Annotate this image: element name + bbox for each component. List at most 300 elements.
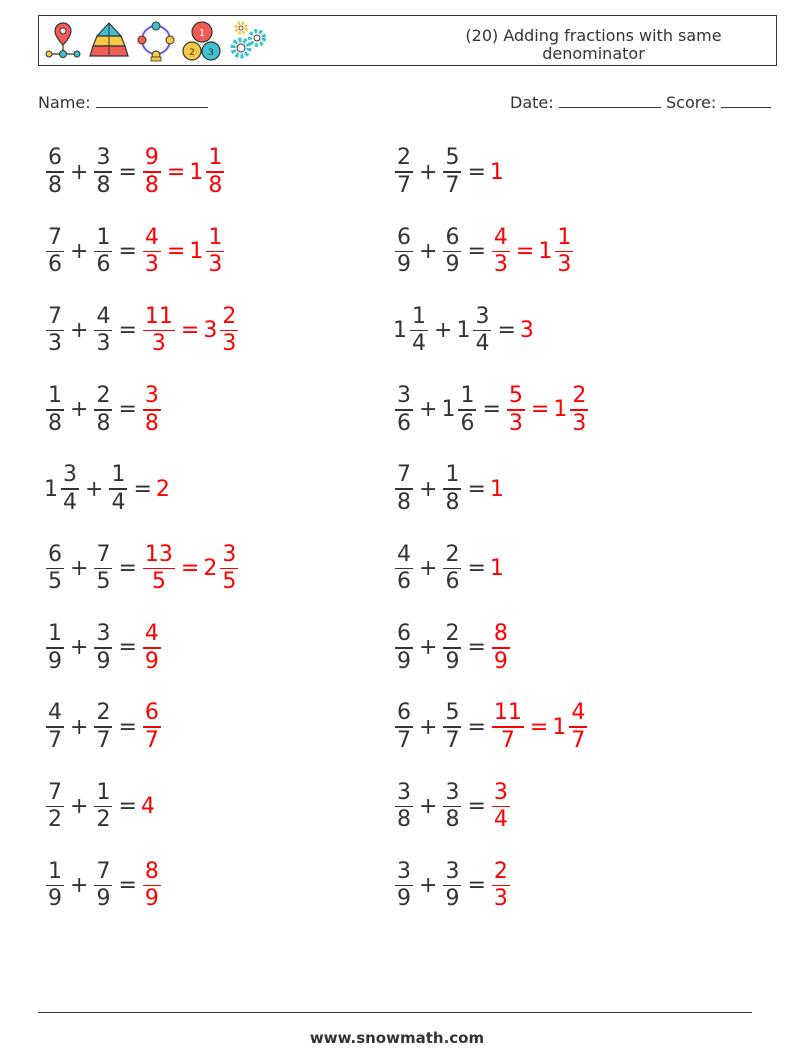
fraction	[46, 700, 64, 754]
problem-item	[44, 220, 226, 282]
denominator: 8	[397, 807, 411, 833]
fraction	[94, 145, 112, 199]
numerator: 1	[48, 621, 62, 646]
equals-sign: =	[118, 714, 137, 740]
numerator: 1	[48, 383, 62, 409]
equals-sign: =	[467, 476, 486, 502]
equals-sign: =	[467, 635, 486, 661]
answer	[490, 225, 575, 279]
fraction	[443, 780, 461, 834]
answer	[505, 383, 590, 437]
problem-item	[393, 220, 575, 282]
fraction	[410, 304, 428, 358]
problem-item	[44, 379, 163, 441]
fraction	[94, 621, 112, 675]
denominator: 4	[111, 489, 126, 515]
header-icons	[43, 20, 273, 62]
equals-sign: =	[133, 476, 152, 502]
fraction	[143, 859, 161, 913]
denominator: 5	[96, 569, 111, 595]
numerator: 7	[96, 541, 111, 567]
numerator: 1	[557, 224, 572, 250]
numerator: 2	[96, 383, 111, 409]
number-balls-icon	[181, 20, 223, 62]
numerator: 1	[111, 462, 126, 488]
numerator: 1	[445, 462, 460, 488]
date-blank[interactable]	[559, 93, 661, 108]
cycle-icon	[135, 20, 177, 62]
problem-item	[44, 141, 226, 203]
whole-number: 2	[203, 556, 218, 581]
denominator: 3	[48, 331, 62, 357]
fraction	[46, 859, 64, 913]
fraction	[473, 304, 491, 358]
numerator: 6	[445, 224, 460, 250]
numerator: 8	[144, 858, 159, 884]
fraction	[492, 859, 510, 913]
fraction	[555, 225, 573, 279]
plus-sign: +	[70, 318, 89, 344]
equals-sign: =	[467, 793, 486, 819]
denominator: 3	[508, 410, 523, 436]
fraction	[206, 225, 224, 279]
answer-equals-sign: =	[166, 159, 186, 185]
fraction	[94, 304, 112, 358]
numerator: 3	[63, 462, 77, 488]
whole-number: 4	[140, 793, 155, 819]
equals-sign: =	[118, 397, 137, 423]
denominator: 7	[500, 727, 515, 753]
answer-equals-sign: =	[515, 238, 535, 264]
plus-sign: +	[70, 873, 89, 899]
denominator: 2	[96, 807, 111, 833]
footer-divider	[38, 1012, 752, 1013]
whole-number: 1	[489, 159, 504, 185]
numerator: 3	[475, 303, 490, 329]
answer	[141, 700, 163, 754]
problem-item	[393, 141, 505, 203]
problem-item	[393, 617, 512, 679]
equals-sign: =	[497, 318, 516, 344]
fraction	[395, 225, 413, 279]
problem-item	[44, 458, 171, 520]
answer	[141, 621, 163, 675]
whole-number: 2	[155, 476, 170, 502]
whole-number: 3	[519, 318, 534, 344]
denominator: 2	[48, 807, 62, 833]
answer	[490, 160, 505, 185]
fraction	[443, 542, 461, 596]
denominator: 8	[208, 172, 223, 198]
denominator: 3	[557, 252, 572, 278]
problem-item	[44, 775, 156, 837]
numerator: 3	[96, 621, 111, 646]
title-line-1: (20) Adding fractions with same	[465, 26, 722, 45]
whole-number: 1	[189, 159, 204, 185]
fraction	[443, 225, 461, 279]
equals-sign: =	[118, 556, 137, 581]
equals-sign: =	[467, 556, 486, 581]
name-blank[interactable]	[96, 93, 208, 108]
numerator: 5	[445, 700, 460, 726]
numerator: 2	[96, 700, 111, 726]
numerator: 3	[222, 541, 237, 567]
fraction	[443, 700, 461, 754]
answer-equals-sign: =	[166, 238, 186, 264]
denominator: 3	[493, 886, 508, 912]
fraction	[443, 859, 461, 913]
fraction	[395, 145, 413, 199]
plus-sign: +	[85, 476, 104, 502]
numerator: 4	[493, 224, 508, 250]
numerator: 6	[48, 541, 62, 567]
numerator: 1	[208, 145, 223, 171]
denominator: 9	[96, 886, 111, 912]
numerator: 3	[445, 858, 460, 884]
equals-sign: =	[467, 873, 486, 899]
equals-sign: =	[118, 793, 137, 819]
equals-sign: =	[482, 397, 501, 423]
denominator: 6	[445, 569, 460, 595]
equals-sign: =	[118, 318, 137, 344]
answer	[490, 700, 589, 754]
fraction	[143, 145, 161, 199]
plus-sign: +	[419, 397, 438, 423]
fraction	[143, 700, 161, 754]
answer	[156, 477, 171, 502]
denominator: 6	[96, 252, 111, 278]
denominator: 7	[445, 172, 460, 198]
denominator: 8	[445, 489, 460, 515]
answer	[141, 225, 226, 279]
problem-item	[44, 538, 240, 600]
numerator: 8	[493, 621, 508, 646]
denominator: 9	[445, 886, 460, 912]
equals-sign: =	[467, 714, 486, 740]
answer-equals-sign: =	[180, 318, 200, 344]
fraction	[109, 462, 127, 516]
denominator: 8	[48, 172, 62, 198]
answer	[141, 304, 240, 358]
numerator: 2	[445, 621, 460, 646]
fraction	[46, 225, 64, 279]
denominator: 5	[151, 569, 166, 595]
whole-number: 1	[393, 318, 407, 344]
answer	[141, 383, 163, 437]
fraction	[458, 383, 476, 437]
answer	[141, 542, 240, 596]
problem-item	[44, 696, 163, 758]
score-field	[666, 93, 771, 112]
numerator: 4	[144, 224, 159, 250]
fraction	[94, 700, 112, 754]
answer	[141, 794, 156, 819]
numerator: 1	[460, 383, 475, 409]
denominator: 7	[397, 727, 411, 753]
answer	[490, 477, 505, 502]
numerator: 11	[144, 303, 173, 329]
plus-sign: +	[419, 476, 438, 502]
fraction	[220, 304, 238, 358]
denominator: 9	[445, 648, 460, 674]
answer	[141, 145, 226, 199]
fraction	[46, 383, 64, 437]
denominator: 5	[222, 569, 237, 595]
numerator: 4	[144, 621, 159, 646]
fraction	[492, 225, 510, 279]
answer	[490, 859, 512, 913]
fraction	[507, 383, 525, 437]
numerator: 1	[208, 224, 223, 250]
score-blank[interactable]	[721, 93, 771, 108]
fraction	[94, 225, 112, 279]
name-label: Name:	[38, 93, 91, 112]
denominator: 6	[397, 410, 411, 436]
denominator: 7	[397, 172, 411, 198]
whole-number: 1	[552, 714, 567, 740]
svg-text:3: 3	[208, 48, 214, 58]
denominator: 9	[493, 648, 508, 674]
numerator: 1	[412, 303, 426, 329]
numerator: 3	[397, 779, 411, 805]
denominator: 9	[397, 648, 411, 674]
denominator: 3	[151, 331, 166, 357]
problem-item	[393, 696, 589, 758]
denominator: 8	[96, 172, 111, 198]
footer-url: www.snowmath.com	[309, 1029, 485, 1047]
date-field	[510, 93, 661, 112]
problem-item	[44, 617, 163, 679]
fraction	[94, 859, 112, 913]
denominator: 7	[96, 727, 111, 753]
numerator: 2	[445, 541, 460, 567]
denominator: 6	[48, 252, 62, 278]
map-pin-icon	[43, 20, 83, 62]
problem-item	[393, 538, 505, 600]
numerator: 4	[96, 303, 111, 329]
worksheet-title	[419, 27, 768, 63]
problem-item	[393, 775, 512, 837]
answer-equals-sign: =	[529, 714, 549, 740]
plus-sign: +	[70, 159, 89, 185]
denominator: 3	[144, 252, 159, 278]
denominator: 9	[48, 648, 62, 674]
denominator: 4	[63, 489, 77, 515]
denominator: 7	[144, 727, 159, 753]
numerator: 3	[96, 145, 111, 171]
denominator: 7	[571, 727, 586, 753]
plus-sign: +	[70, 397, 89, 423]
fraction	[395, 780, 413, 834]
denominator: 9	[397, 252, 411, 278]
plus-sign: +	[70, 238, 89, 264]
fraction	[61, 462, 79, 516]
equals-sign: =	[118, 238, 137, 264]
svg-text:2: 2	[189, 48, 195, 58]
pyramid-icon	[89, 20, 129, 62]
fraction	[395, 700, 413, 754]
answer-equals-sign: =	[180, 556, 200, 581]
fraction	[143, 225, 161, 279]
denominator: 8	[445, 807, 460, 833]
denominator: 7	[48, 727, 62, 753]
answer-equals-sign: =	[530, 397, 550, 423]
denominator: 9	[445, 252, 460, 278]
plus-sign: +	[434, 318, 453, 344]
numerator: 9	[144, 145, 159, 171]
whole-number: 1	[489, 556, 504, 581]
numerator: 7	[48, 779, 62, 805]
numerator: 3	[493, 779, 508, 805]
equals-sign: =	[467, 238, 486, 264]
whole-number: 3	[203, 318, 218, 344]
denominator: 8	[397, 489, 411, 515]
fraction	[395, 462, 413, 516]
numerator: 3	[397, 383, 411, 409]
numerator: 5	[508, 383, 523, 409]
date-label: Date:	[510, 93, 554, 112]
numerator: 7	[48, 303, 62, 329]
numerator: 6	[397, 621, 411, 646]
numerator: 2	[493, 858, 508, 884]
problem-item	[393, 379, 590, 441]
whole-number: 1	[553, 397, 568, 423]
numerator: 4	[397, 541, 411, 567]
problem-item	[393, 300, 535, 362]
whole-number: 1	[441, 397, 456, 423]
numerator: 11	[493, 700, 522, 726]
whole-number: 1	[189, 238, 204, 264]
fraction	[94, 542, 112, 596]
fraction	[395, 859, 413, 913]
worksheet-header	[38, 15, 777, 66]
title-line-2: denominator	[542, 44, 645, 63]
fraction	[443, 145, 461, 199]
numerator: 7	[96, 858, 111, 884]
plus-sign: +	[70, 556, 89, 581]
numerator: 6	[397, 224, 411, 250]
numerator: 6	[48, 145, 62, 171]
fraction	[143, 383, 161, 437]
plus-sign: +	[70, 635, 89, 661]
fraction	[492, 621, 510, 675]
equals-sign: =	[118, 159, 137, 185]
denominator: 6	[397, 569, 411, 595]
answer	[141, 859, 163, 913]
svg-text:1: 1	[198, 28, 206, 39]
denominator: 9	[397, 886, 411, 912]
fraction	[492, 700, 524, 754]
denominator: 9	[48, 886, 62, 912]
fraction	[395, 542, 413, 596]
denominator: 6	[460, 410, 475, 436]
numerator: 7	[397, 462, 411, 488]
fraction	[94, 383, 112, 437]
denominator: 4	[493, 807, 508, 833]
denominator: 8	[48, 410, 62, 436]
fraction	[395, 383, 413, 437]
numerator: 6	[144, 700, 159, 726]
name-field	[38, 93, 208, 112]
whole-number: 1	[456, 318, 471, 344]
denominator: 8	[96, 410, 111, 436]
problem-item	[393, 855, 512, 917]
equals-sign: =	[467, 159, 486, 185]
whole-number: 1	[44, 476, 58, 502]
fraction	[443, 621, 461, 675]
plus-sign: +	[419, 873, 438, 899]
fraction	[569, 700, 587, 754]
plus-sign: +	[419, 714, 438, 740]
fraction	[143, 304, 175, 358]
answer	[490, 556, 505, 581]
fraction	[46, 304, 64, 358]
fraction	[46, 621, 64, 675]
denominator: 3	[208, 252, 223, 278]
equals-sign: =	[118, 635, 137, 661]
plus-sign: +	[70, 793, 89, 819]
denominator: 9	[144, 886, 159, 912]
denominator: 4	[475, 331, 490, 357]
numerator: 3	[144, 383, 159, 409]
numerator: 4	[571, 700, 586, 726]
denominator: 9	[96, 648, 111, 674]
whole-number: 1	[489, 476, 504, 502]
gears-icon	[227, 20, 269, 62]
plus-sign: +	[419, 556, 438, 581]
plus-sign: +	[70, 714, 89, 740]
equals-sign: =	[118, 873, 137, 899]
fraction	[143, 542, 175, 596]
fraction	[46, 542, 64, 596]
plus-sign: +	[419, 793, 438, 819]
fraction	[395, 621, 413, 675]
denominator: 3	[493, 252, 508, 278]
fraction	[206, 145, 224, 199]
fraction	[220, 542, 238, 596]
denominator: 3	[96, 331, 111, 357]
numerator: 13	[144, 541, 173, 567]
denominator: 7	[445, 727, 460, 753]
numerator: 4	[48, 700, 62, 726]
answer	[520, 318, 535, 343]
numerator: 5	[445, 145, 460, 171]
numerator: 7	[48, 224, 62, 250]
denominator: 9	[144, 648, 159, 674]
denominator: 8	[144, 172, 159, 198]
numerator: 1	[96, 224, 111, 250]
numerator: 6	[397, 700, 411, 726]
answer	[490, 621, 512, 675]
denominator: 8	[144, 410, 159, 436]
numerator: 2	[222, 303, 237, 329]
problem-item	[44, 855, 163, 917]
problem-item	[44, 300, 240, 362]
fraction	[143, 621, 161, 675]
numerator: 3	[445, 779, 460, 805]
fraction	[570, 383, 588, 437]
plus-sign: +	[419, 635, 438, 661]
whole-number: 1	[538, 238, 553, 264]
fraction	[443, 462, 461, 516]
numerator: 3	[397, 858, 411, 884]
plus-sign: +	[419, 238, 438, 264]
fraction	[46, 145, 64, 199]
denominator: 3	[572, 410, 587, 436]
plus-sign: +	[419, 159, 438, 185]
numerator: 2	[572, 383, 587, 409]
fraction	[94, 780, 112, 834]
